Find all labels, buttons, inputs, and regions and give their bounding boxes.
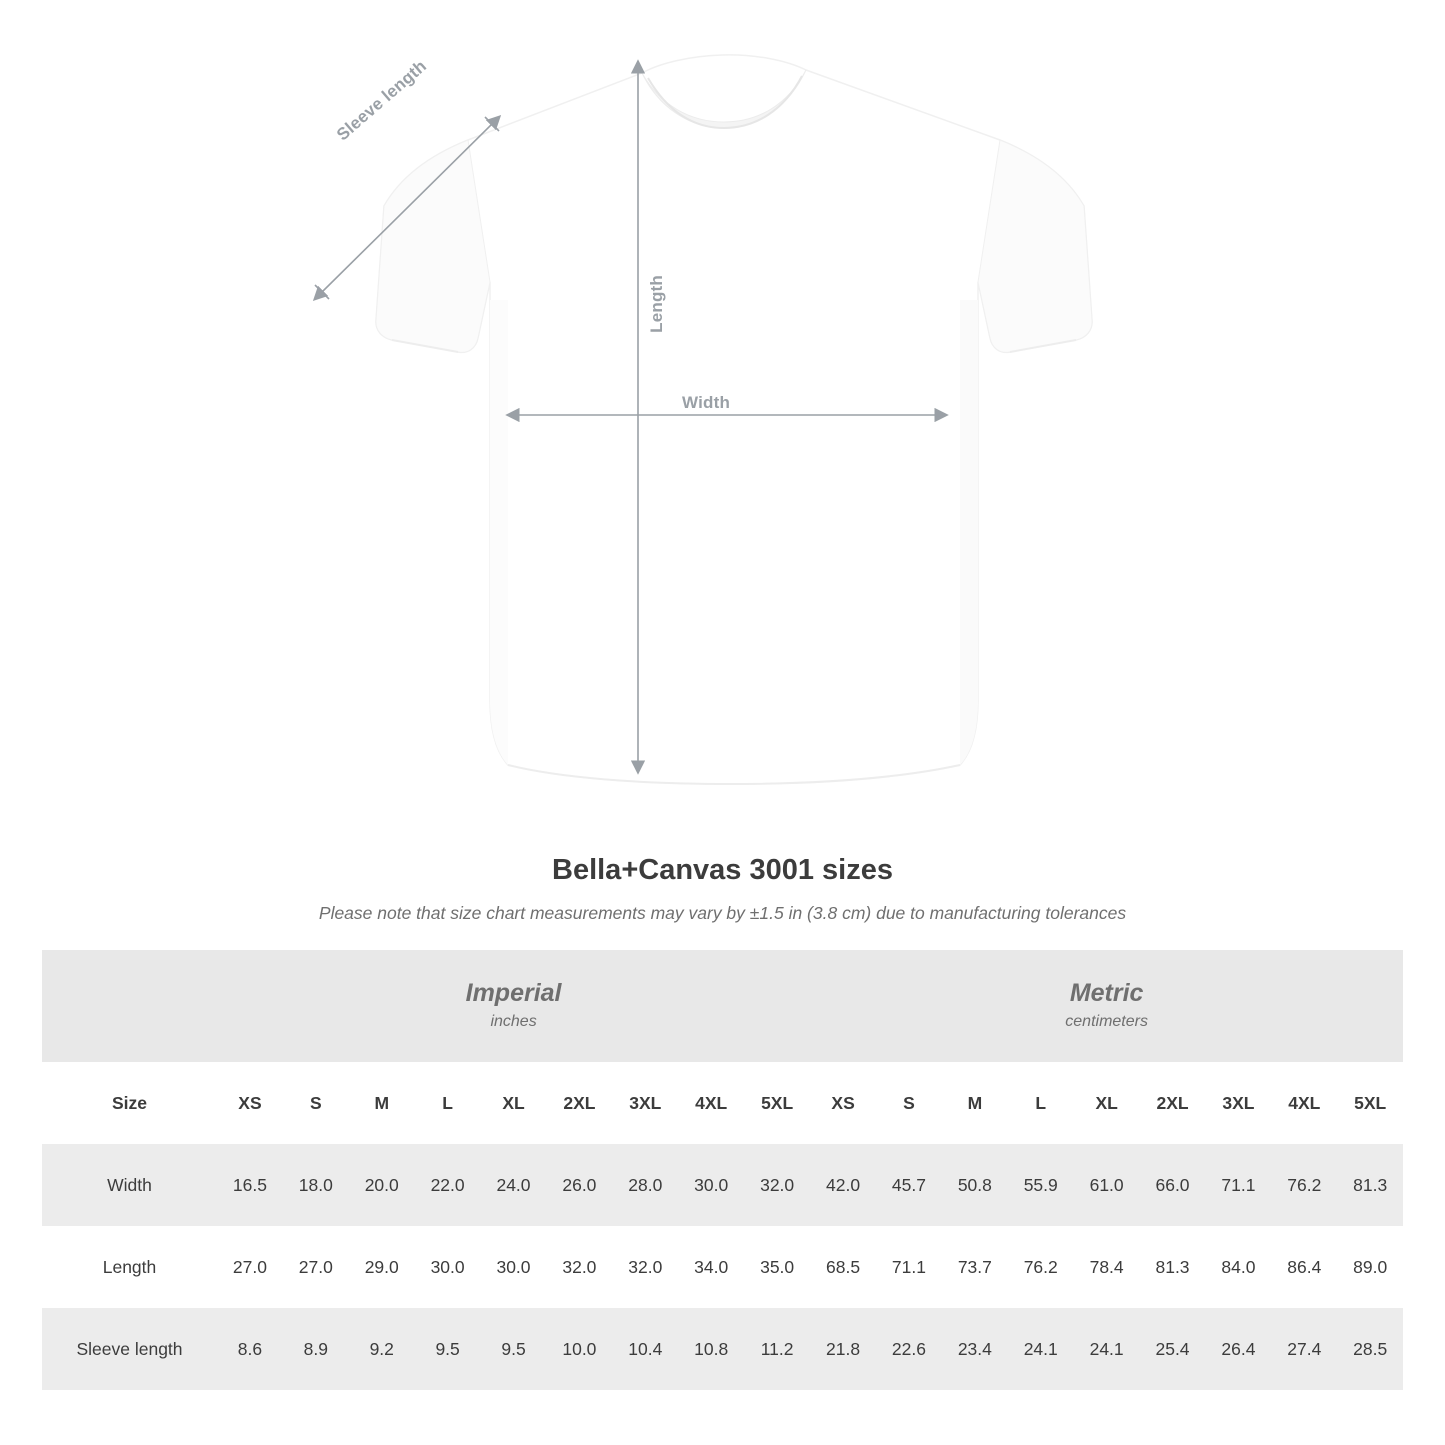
size-header-row — [42, 1062, 1403, 1144]
size-header-cell: 2XL — [546, 1062, 612, 1144]
table-cell: 71.1 — [1205, 1144, 1271, 1226]
title-block — [0, 854, 1445, 924]
table-cell: 30.0 — [678, 1144, 744, 1226]
table-cell: 10.0 — [546, 1308, 612, 1390]
table-cell: 45.7 — [876, 1144, 942, 1226]
page-title: Bella+Canvas 3001 sizes — [552, 854, 893, 886]
size-header-cell: 2XL — [1140, 1062, 1206, 1144]
table-cell: 10.8 — [678, 1308, 744, 1390]
length-label: Length — [647, 269, 667, 339]
table-cell: 34.0 — [678, 1226, 744, 1308]
table-cell: 26.0 — [546, 1144, 612, 1226]
size-header-cell: XL — [481, 1062, 547, 1144]
size-header-cell: M — [349, 1062, 415, 1144]
table-cell: 30.0 — [415, 1226, 481, 1308]
table-cell: 66.0 — [1140, 1144, 1206, 1226]
table-row — [42, 1308, 1403, 1390]
table-cell: 18.0 — [283, 1144, 349, 1226]
table-cell: 21.8 — [810, 1308, 876, 1390]
row-label: Width — [42, 1144, 217, 1226]
table-cell: 50.8 — [942, 1144, 1008, 1226]
size-header-cell: S — [283, 1062, 349, 1144]
table-cell: 61.0 — [1074, 1144, 1140, 1226]
sleeve-length-label: Sleeve length — [333, 56, 431, 145]
table-cell: 32.0 — [612, 1226, 678, 1308]
imperial-name: Imperial — [465, 978, 562, 1007]
size-header-cell: XS — [810, 1062, 876, 1144]
table-row — [42, 1226, 1403, 1308]
table-cell: 22.0 — [415, 1144, 481, 1226]
table-cell: 29.0 — [349, 1226, 415, 1308]
table-cell: 81.3 — [1140, 1226, 1206, 1308]
unit-spacer-cell — [42, 950, 217, 1062]
size-header-label: Size — [42, 1062, 217, 1144]
table-cell: 8.9 — [283, 1308, 349, 1390]
table-cell: 76.2 — [1008, 1226, 1074, 1308]
table-cell: 30.0 — [481, 1226, 547, 1308]
tshirt-shape — [376, 55, 1092, 784]
table-cell: 71.1 — [876, 1226, 942, 1308]
width-label: Width — [676, 393, 736, 413]
tolerance-note: Please note that size chart measurements may vary by ±1.5 in (3.8 cm) due to manufacturing tolerances — [318, 903, 1127, 923]
table-cell: 25.4 — [1140, 1308, 1206, 1390]
table-cell: 55.9 — [1008, 1144, 1074, 1226]
size-header-cell: 5XL — [1337, 1062, 1403, 1144]
size-header-cell: XS — [217, 1062, 283, 1144]
unit-group-imperial — [217, 950, 810, 1062]
table-cell: 24.1 — [1074, 1308, 1140, 1390]
table-cell: 24.0 — [481, 1144, 547, 1226]
size-header-cell: XL — [1074, 1062, 1140, 1144]
table-cell: 89.0 — [1337, 1226, 1403, 1308]
table-cell: 26.4 — [1205, 1308, 1271, 1390]
table-cell: 84.0 — [1205, 1226, 1271, 1308]
unit-group-metric — [810, 950, 1403, 1062]
table-cell: 11.2 — [744, 1308, 810, 1390]
table-cell: 24.1 — [1008, 1308, 1074, 1390]
table-cell: 8.6 — [217, 1308, 283, 1390]
size-header-cell: L — [1008, 1062, 1074, 1144]
table-cell: 10.4 — [612, 1308, 678, 1390]
size-header-cell: L — [415, 1062, 481, 1144]
table-row — [42, 1144, 1403, 1226]
size-header-cell: 4XL — [678, 1062, 744, 1144]
table-cell: 86.4 — [1271, 1226, 1337, 1308]
table-cell: 27.4 — [1271, 1308, 1337, 1390]
table-cell: 20.0 — [349, 1144, 415, 1226]
row-label: Sleeve length — [42, 1308, 217, 1390]
size-table-wrapper — [42, 950, 1403, 1390]
imperial-sub: inches — [490, 1012, 537, 1030]
table-cell: 78.4 — [1074, 1226, 1140, 1308]
table-cell: 9.5 — [415, 1308, 481, 1390]
size-header-cell: 3XL — [612, 1062, 678, 1144]
table-cell: 68.5 — [810, 1226, 876, 1308]
table-cell: 73.7 — [942, 1226, 1008, 1308]
table-cell: 28.0 — [612, 1144, 678, 1226]
table-cell: 23.4 — [942, 1308, 1008, 1390]
size-header-cell: 5XL — [744, 1062, 810, 1144]
table-cell: 32.0 — [546, 1226, 612, 1308]
unit-group-row — [42, 950, 1403, 1062]
table-cell: 42.0 — [810, 1144, 876, 1226]
size-header-cell: S — [876, 1062, 942, 1144]
table-cell: 32.0 — [744, 1144, 810, 1226]
table-cell: 81.3 — [1337, 1144, 1403, 1226]
table-cell: 9.5 — [481, 1308, 547, 1390]
table-cell: 22.6 — [876, 1308, 942, 1390]
table-cell: 27.0 — [217, 1226, 283, 1308]
table-cell: 76.2 — [1271, 1144, 1337, 1226]
metric-sub: centimeters — [1065, 1012, 1148, 1030]
size-table — [42, 950, 1403, 1390]
size-header-cell: M — [942, 1062, 1008, 1144]
table-cell: 28.5 — [1337, 1308, 1403, 1390]
table-cell: 35.0 — [744, 1226, 810, 1308]
table-cell: 16.5 — [217, 1144, 283, 1226]
metric-name: Metric — [1069, 978, 1144, 1007]
row-label: Length — [42, 1226, 217, 1308]
table-cell: 9.2 — [349, 1308, 415, 1390]
size-header-cell: 4XL — [1271, 1062, 1337, 1144]
size-header-cell: 3XL — [1205, 1062, 1271, 1144]
table-cell: 27.0 — [283, 1226, 349, 1308]
